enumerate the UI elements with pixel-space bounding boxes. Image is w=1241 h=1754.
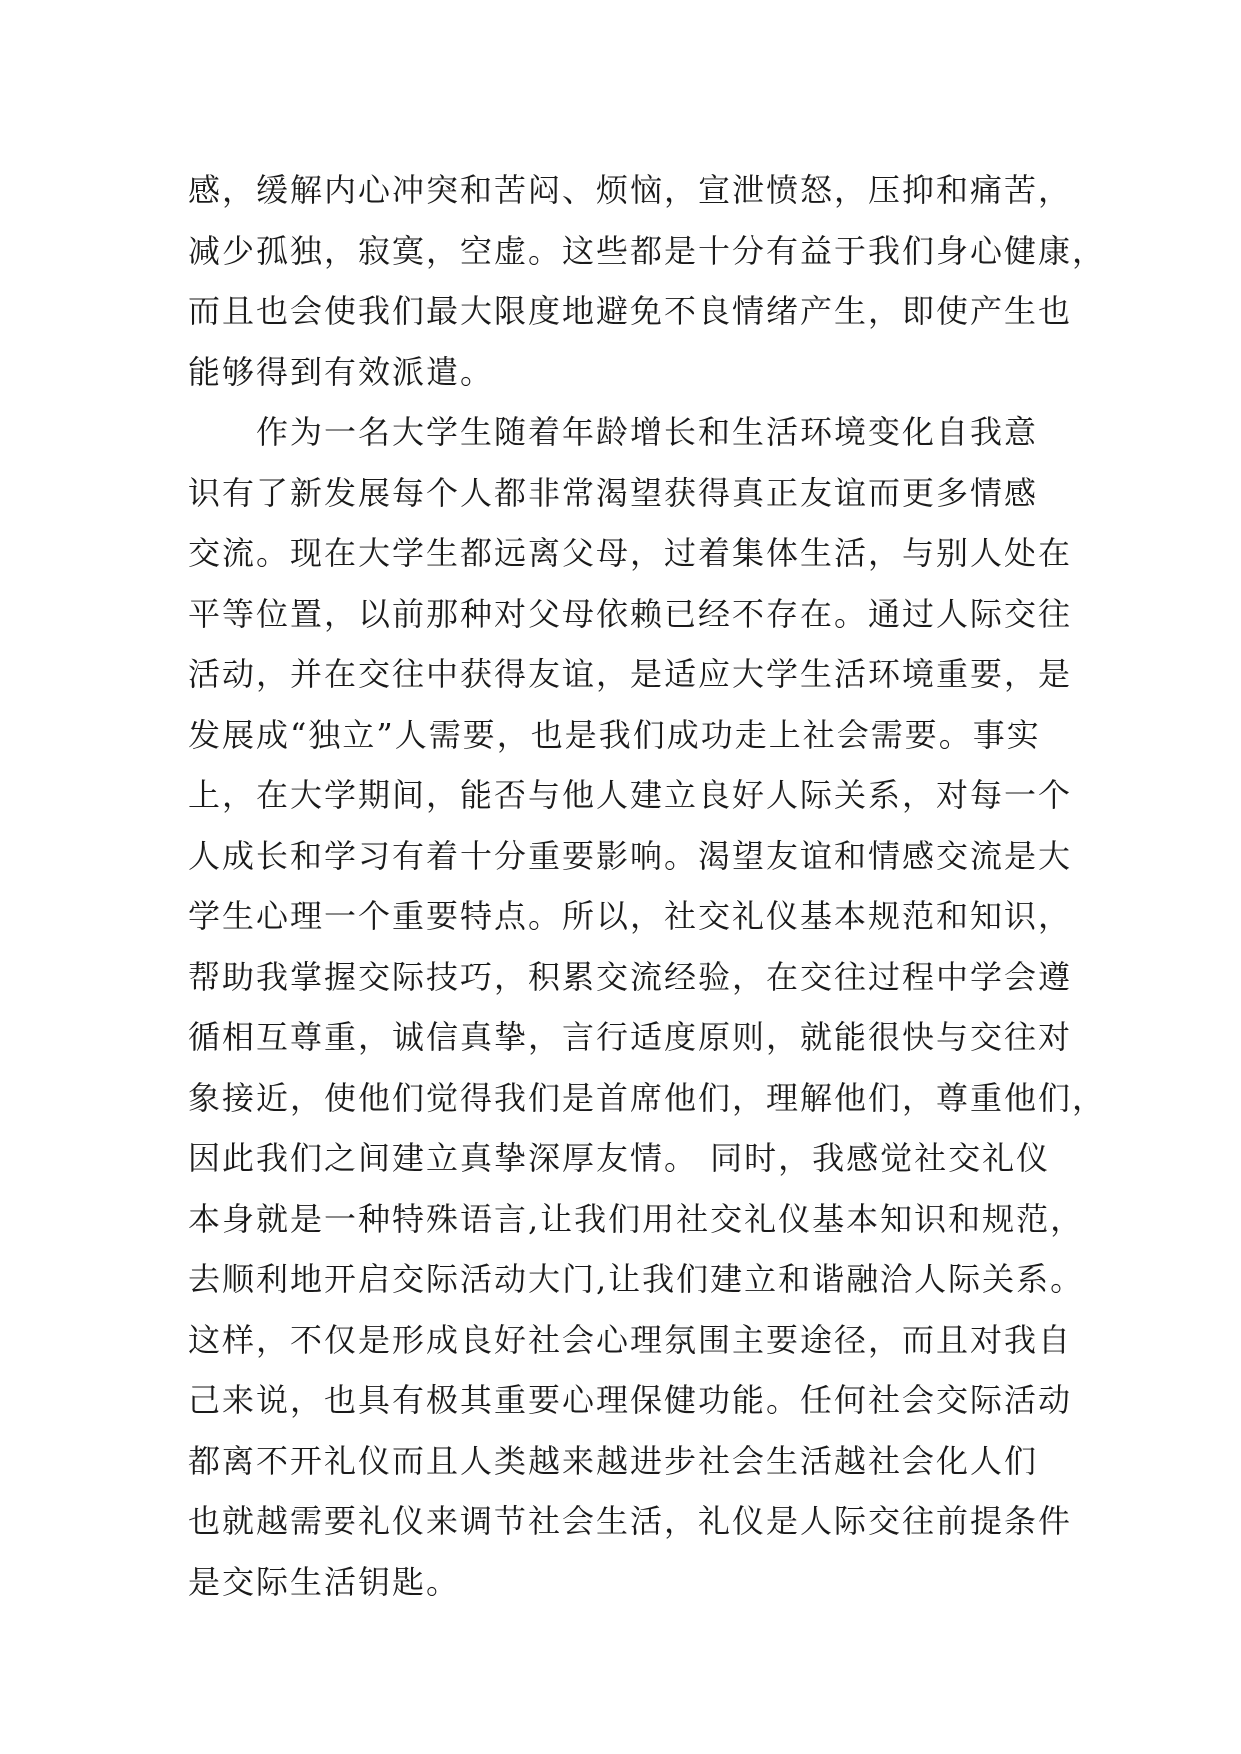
text-line: 发展成“独立”人需要，也是我们成功走上社会需要。事实	[188, 715, 1041, 754]
text-line: 作为一名大学生随着年龄增长和生活环境变化自我意	[188, 413, 1039, 451]
text-line: 己来说，也具有极其重要心理保健功能。任何社会交际活动	[188, 1381, 1073, 1419]
document-body	[188, 160, 1107, 1612]
text-line: 象接近，使他们觉得我们是首席他们，理解他们，尊重他们，	[188, 1078, 1107, 1117]
text-line: 也就越需要礼仪来调节社会生活，礼仪是人际交往前提条件	[188, 1502, 1073, 1540]
text-line: 是交际生活钥匙。	[188, 1562, 461, 1601]
text-line: 帮助我掌握交际技巧，积累交流经验，在交往过程中学会遵	[188, 957, 1073, 996]
text-line: 循相互尊重，诚信真挚，言行适度原则，就能很快与交往对	[188, 1018, 1073, 1056]
text-line: 平等位置，以前那种对父母依赖已经不存在。通过人际交往	[188, 594, 1073, 633]
text-line: 感，缓解内心冲突和苦闷、烦恼，宣泄愤怒，压抑和痛苦，	[188, 171, 1073, 209]
paragraph-1	[188, 160, 1107, 402]
text-line: 识有了新发展每个人都非常渴望获得真正友谊而更多情感	[188, 473, 1039, 512]
text-line: 学生心理一个重要特点。所以，社交礼仪基本规范和知识，	[188, 897, 1073, 935]
text-line: 而且也会使我们最大限度地避免不良情绪产生，即使产生也	[188, 292, 1073, 330]
text-line: 减少孤独，寂寞，空虚。这些都是十分有益于我们身心健康，	[188, 231, 1107, 270]
text-line: 活动，并在交往中获得友谊，是适应大学生活环境重要，是	[188, 655, 1073, 693]
text-line: 能够得到有效派遣。	[188, 352, 495, 391]
text-line: 都离不开礼仪而且人类越来越进步社会生活越社会化人们	[188, 1441, 1039, 1480]
text-line: 上，在大学期间，能否与他人建立良好人际关系，对每一个	[188, 776, 1073, 814]
text-line: 人成长和学习有着十分重要影响。渴望友谊和情感交流是大	[188, 836, 1073, 875]
text-line: 这样，不仅是形成良好社会心理氛围主要途径，而且对我自	[188, 1320, 1073, 1359]
paragraph-2	[188, 402, 1107, 1612]
text-line: 本身就是一种特殊语言,让我们用社交礼仪基本知识和规范，	[188, 1199, 1085, 1238]
text-line: 交流。现在大学生都远离父母，过着集体生活，与别人处在	[188, 534, 1073, 572]
text-line: 去顺利地开启交际活动大门,让我们建立和谐融洽人际关系。	[188, 1260, 1085, 1298]
text-line: 因此我们之间建立真挚深厚友情。 同时，我感觉社交礼仪	[188, 1139, 1051, 1177]
